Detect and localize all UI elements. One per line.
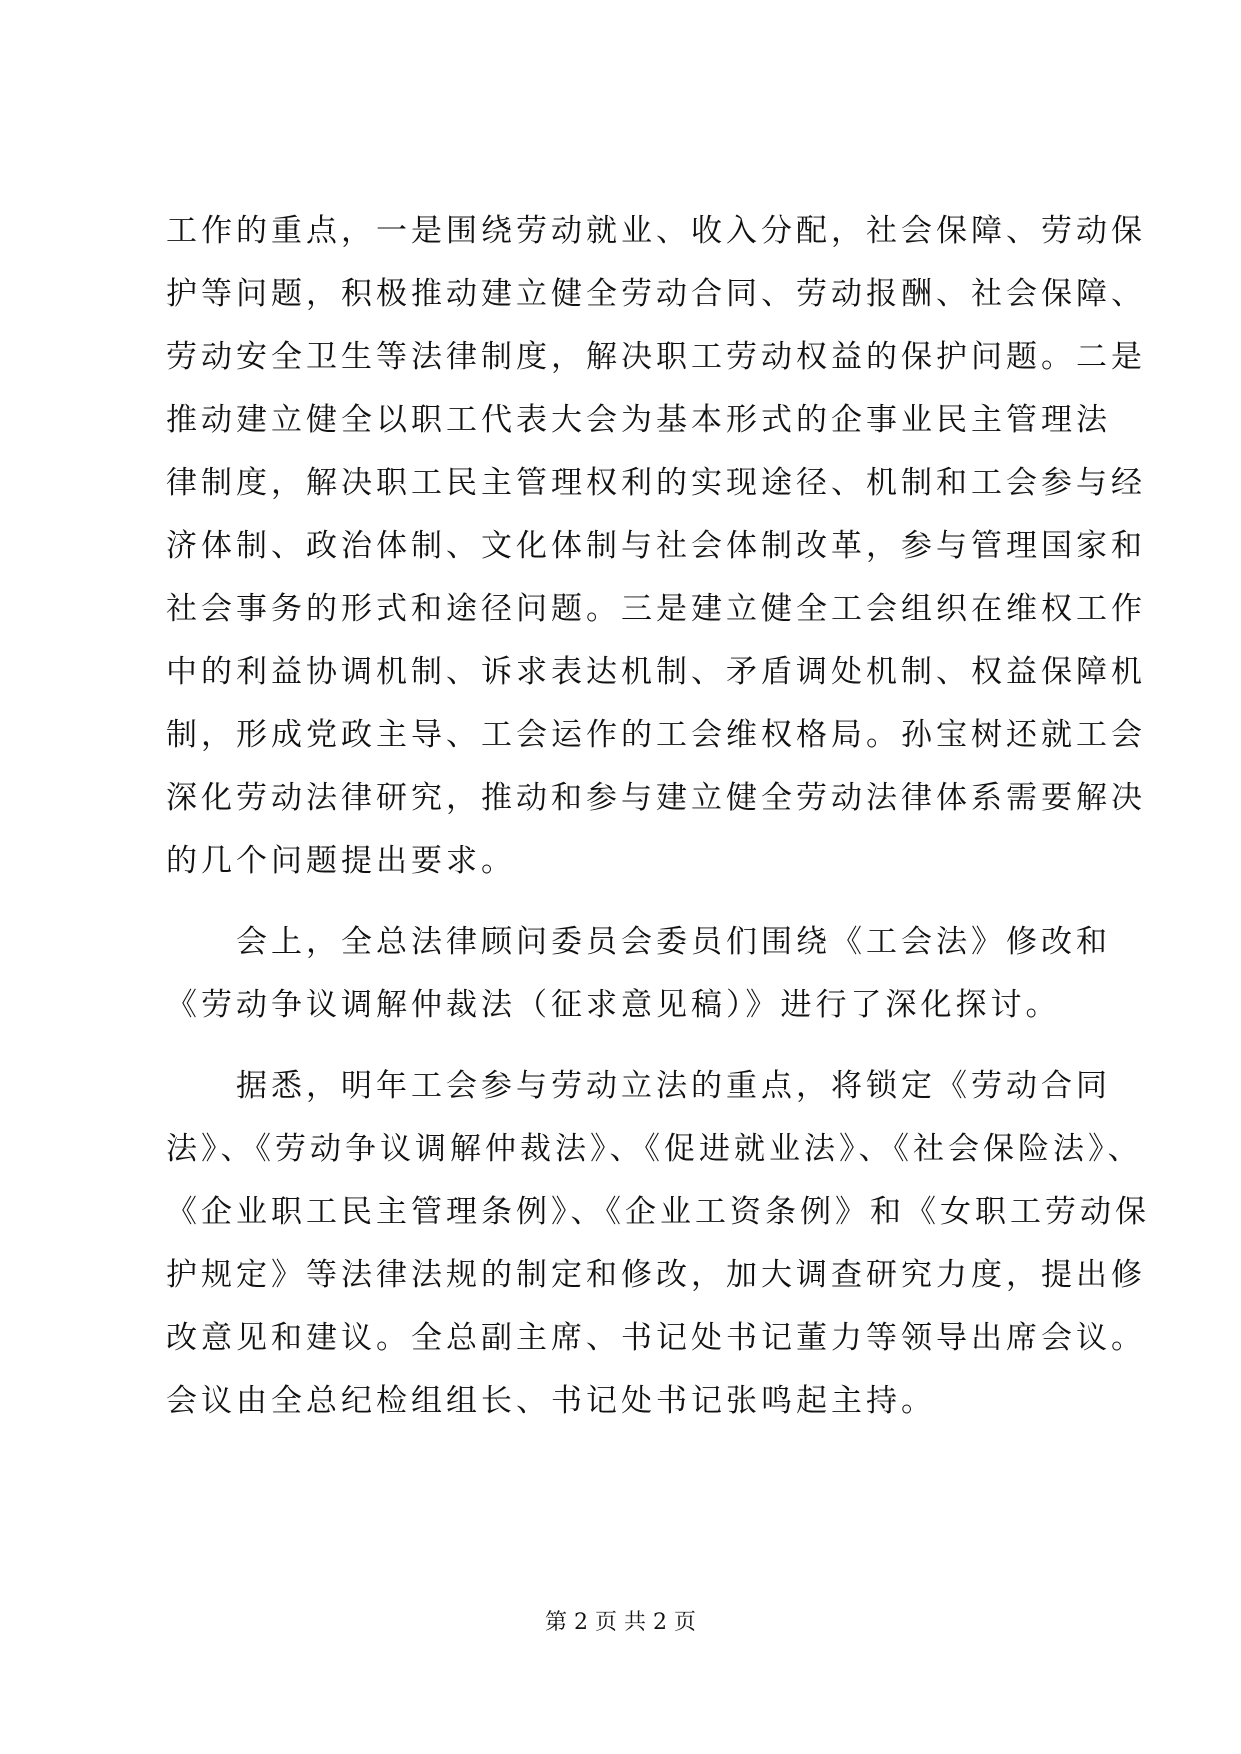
text-line: 会议由全总纪检组组长、书记处书记张鸣起主持。 <box>166 1383 936 1419</box>
paragraph-spacer <box>166 893 1086 911</box>
text-line: 律制度，解决职工民主管理权利的实现途径、机制和工会参与经 <box>166 465 1146 501</box>
text-line: 护等问题，积极推动建立健全劳动合同、劳动报酬、社会保障、 <box>166 276 1146 312</box>
text-line: 法》、《劳动争议调解仲裁法》、《促进就业法》、《社会保险法》、 <box>166 1131 1143 1167</box>
paragraph-1 <box>166 200 1146 893</box>
text-line: 据悉，明年工会参与劳动立法的重点，将锁定《劳动合同 <box>166 1068 1111 1104</box>
text-line: 制，形成党政主导、工会运作的工会维权格局。孙宝树还就工会 <box>166 717 1146 753</box>
text-line: 护规定》等法律法规的制定和修改，加大调查研究力度，提出修 <box>166 1257 1146 1293</box>
paragraph-3 <box>166 1055 1150 1433</box>
text-line: 推动建立健全以职工代表大会为基本形式的企事业民主管理法 <box>166 402 1111 438</box>
text-line: 工作的重点，一是围绕劳动就业、收入分配，社会保障、劳动保 <box>166 213 1146 249</box>
text-line: 深化劳动法律研究，推动和参与建立健全劳动法律体系需要解决 <box>166 780 1146 816</box>
paragraph-2 <box>166 911 1111 1037</box>
paragraph-spacer <box>166 1037 1086 1055</box>
page-number-label: 第 2 页 共 2 页 <box>545 1610 696 1635</box>
text-line: 社会事务的形式和途径问题。三是建立健全工会组织在维权工作 <box>166 591 1146 627</box>
text-line: 《企业职工民主管理条例》、《企业工资条例》和《女职工劳动保 <box>166 1194 1150 1230</box>
text-line: 济体制、政治体制、文化体制与社会体制改革，参与管理国家和 <box>166 528 1146 564</box>
text-line: 劳动安全卫生等法律制度，解决职工劳动权益的保护问题。二是 <box>166 339 1146 375</box>
text-line: 会上，全总法律顾问委员会委员们围绕《工会法》修改和 <box>166 924 1111 960</box>
text-line: 改意见和建议。全总副主席、书记处书记董力等领导出席会议。 <box>166 1320 1146 1356</box>
text-line: 的几个问题提出要求。 <box>166 843 516 879</box>
page-footer <box>0 1608 1241 1638</box>
text-line: 《劳动争议调解仲裁法（征求意见稿）》进行了深化探讨。 <box>166 987 1061 1023</box>
document-body <box>166 200 1150 1433</box>
text-line: 中的利益协调机制、诉求表达机制、矛盾调处机制、权益保障机 <box>166 654 1146 690</box>
